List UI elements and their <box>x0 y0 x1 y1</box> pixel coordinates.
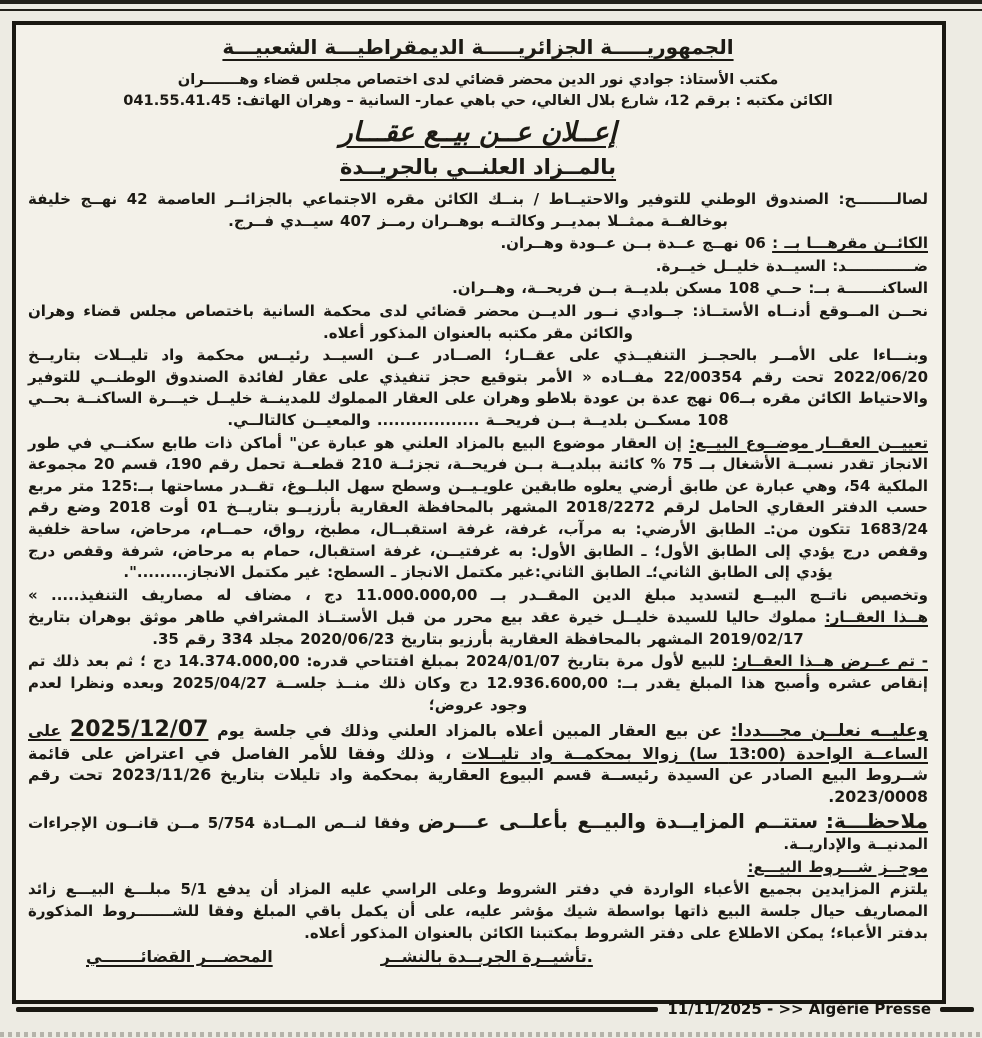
paragraph-terms-heading <box>28 857 928 879</box>
residence-label: الساكنـــــــة بــ: <box>808 279 928 298</box>
signature-bailiff: المحضـــر القضائـــــــي <box>86 947 273 967</box>
notice-title <box>28 117 928 148</box>
paragraph-headquarters <box>28 233 928 255</box>
debt-allocation-text: وتخصيص ناتــج البيــع لتسديد مبلغ الدين المقــدر بــ 11.000.000,00 دج ، مضاف له مصاريف التنفيذ..... » <box>28 585 928 604</box>
announcement-intro: عن بيع العقار المبين أعلاه بالمزاد العلني وذلك في جلسة يوم <box>217 721 722 741</box>
headquarters-label: الكائــن مقرهـــا بــ : <box>772 234 928 253</box>
auction-time-court: على الساعــة الواحدة (13:00 سا) زوالا بمحكمــة واد تليــلات <box>28 721 928 763</box>
notice-subtitle-text: بالمــزاد العلنــي بالجريــدة <box>339 155 617 179</box>
headquarters-text: 06 نهــج عــدة بــن عــودة وهــران. <box>500 234 766 253</box>
paragraph-property-designation <box>28 433 928 584</box>
auction-date: 2025/12/07 <box>69 717 209 743</box>
terms-summary-text: يلتزم المزايدين بجميع الأعباء الواردة في دفتر الشروط وعلى الراسي عليه المزاد أن يدفع 5/1 مبلـــغ البيـــع زائد المصاريف حيال جلسة البيع ذاتها بواسطة شيك مؤشر عليه، على أن يكمل باقي المبلغ وفقا للشـــــــروط المذكورة بدفتر الأعباء؛ يمكن الاطلاع على دفتر الشروط بمكتبنا الكائن بالعنوان المذكور أعلاه. <box>28 880 928 942</box>
notice-subtitle <box>28 155 928 179</box>
paragraph-debt-allocation <box>28 585 928 607</box>
signature-row <box>28 947 928 966</box>
note-legal-basis: وفقا لنــص المــادة 5/754 مــن قانــون الإجراءات المدنيــة والإداريــة. <box>28 813 928 854</box>
paragraph-beneficiary <box>28 189 928 232</box>
bailiff-label: نحــن المــوقع أدنــاه الأستــاذ: <box>692 301 928 320</box>
designation-label: تعييــن العقــار موضــوع البيــع: <box>689 433 928 452</box>
announcement-rest: ، وذلك وفقا للأمر الفاصل في اعتراض على قائمة شــروط البيع الصادر عن السيدة رئيســة قسم البيوع العقارية بمحكمة واد تليلات بتاريخ 2023/11/26 تحت رقم 2023/0008. <box>28 743 928 807</box>
republic-title <box>28 35 928 59</box>
terms-heading-label: موجــز شـــروط البيـــع: <box>747 857 928 876</box>
republic-title-text: الجمهوريـــــة الجزائريـــــة الديمقراطيـــة الشعبيـــة <box>222 35 734 59</box>
office-info <box>28 69 928 111</box>
offered-text: للبيع لأول مرة بتاريخ 2024/01/07 بمبلغ افتتاحي قدره: 14.374.000,00 دج ؛ ثم بعد ذلك تم إنقاص عشره وأصبح هذا المبلغ يقدر بــ: 12.936.600,00 دج وكان ذلك منــذ جلســة 2025/04/27 وبعده ونظرا لعدم وجود عروض؛ <box>28 652 928 714</box>
footer-rule-left <box>16 1007 658 1012</box>
against-label: ضـــــــــــــد: <box>832 256 928 275</box>
seizure-order-text: وبنـــاءا على الأمــر بالحجــز التنفيــذي على عقــار؛ الصــادر عــن السيــد رئيــس محكمة واد تليــلات بتاريــخ 2022/06/20 تحت رقم 22/00354 مفــاده « الأمر بتوقيع حجز تنفيذي على عقار لفائدة الصندوق الوطنــي للتوفير والاحتياط الكائن مقره بــ06 نهج عدة بن عودة بلاطو وهران على العقار المملوك للمدينــة خليــل خيـــرة الساكنــة بحــي 108 مسكــن بلديــة بــن فريحــة .................. والمعيــن كالتالــي. <box>28 346 928 429</box>
signature-press-visa: تأشيــرة الجريــدة بالنشــر. <box>380 947 593 967</box>
paragraph-against <box>28 256 928 278</box>
legal-notice-box <box>12 21 946 1004</box>
property-text: مملوك حاليا للسيدة خليــل خيرة عقد بيع محرر من قبل الأستــاذ المشرافي طاهر موثق بوهران بتاريخ 2019/02/17 المشهر بالمحافظة العقارية بأرزيو بتاريخ 2020/06/23 مجلد 334 رقم 35. <box>28 608 817 648</box>
bailiff-text: جــوادي نــور الديــن محضر قضائي لدى محكمة السانية باختصاص مجلس قضاء وهران والكائن مقر مكتبه بالعنوان المذكور أعلاه. <box>28 301 685 342</box>
paragraph-bailiff <box>28 301 928 344</box>
top-double-rule <box>0 0 982 11</box>
paragraph-residence <box>28 278 928 300</box>
property-label: هــذا العقــار: <box>824 608 928 627</box>
paragraph-property-ownership <box>28 607 928 650</box>
press-footer <box>16 1000 974 1018</box>
beneficiary-text: الصندوق الوطني للتوفير والاحتيــاط / بنــك الكائن مقره الاجتماعي بالجزائــر العاصمة 42 نهــج خليفة بوخالفــة ممثــلا بمديــر وكالتــه بوهــران رمــز 407 سيــدي فــرج. <box>28 190 829 230</box>
against-text: السيــدة خليــل خيــرة. <box>655 256 826 275</box>
paragraph-seizure-order <box>28 345 928 431</box>
paragraph-note <box>28 808 929 856</box>
footer-date-source: 11/11/2025 - >> Algérie Presse <box>667 1000 931 1018</box>
announcement-label: وعليــه نعلــن مجـــددا: <box>730 721 929 742</box>
designation-text: إن العقار موضوع البيع بالمزاد العلني هو عبارة عن" أماكن ذات طابع سكنــي في طور الانجاز تقدر نسبــة الأشغال بــ 75 % كائنة ببلديــة بــن فريحــة، تجزئــة 210 قطعــة تحمل رقم 190، قسم 20 مجموعة الملكية 54، وهي عبارة عن طابق أرضي يعلوه طابقين علويـيــن وسطح سهل البلــوغ، تقــدر مساحتها بــ:125 متر مربع حسب الدفتر العقاري الحامل لرقم 2018/2272 المشهر بالمحافظة العقارية بأرزيــو بتاريــخ 01 أوت 2018 وضع رقم 1683/24 تتكون من:ـ الطابق الأرضي: به مرآب، غرفة، غرفة استقبــال، مطبخ، رواق، حمــام، مرحاض، ساحة خلفية وقفص درج يؤدي إلى الطابق الأول؛ ـ الطابق الأول: به غرفتيــن، غرفة استقبال، حمام به مرحاض، شرفة وقفص درج يؤدي إلى الطابق الثاني؛ـ الطابق الثاني:غير مكتمل الانجاز ـ السطح: غير مكتمل الانجاز.........". <box>28 433 929 582</box>
note-highest-bid-text: ستتــم المزايــدة والبيــع بأعلــى عـــرض <box>417 809 819 833</box>
footer-rule-right <box>940 1007 974 1012</box>
office-address-line: الكائن مكتبه : برقم 12، شارع بلال الغالي، حي باهي عمار- السانية – وهران الهاتف: 041.55.41.45 <box>123 92 833 109</box>
note-label: ملاحظـــة: <box>825 808 929 833</box>
beneficiary-label: لصالــــــــح: <box>838 190 928 208</box>
residence-text: حــي 108 مسكن بلديــة بــن فريحــة، وهــران. <box>452 279 803 298</box>
bottom-scan-edge <box>0 1032 982 1037</box>
offered-label: - تم عــرض هــذا العقــار: <box>732 652 928 671</box>
notice-title-text: إعــلان عــن بيــع عقـــار <box>339 117 617 148</box>
office-name-line: مكتب الأستاذ: جوادي نور الدين محضر قضائي لدى اختصاص مجلس قضاء وهـــــــران <box>177 71 779 88</box>
paragraph-previous-offers <box>28 651 928 716</box>
paragraph-auction-announcement <box>28 719 928 807</box>
paragraph-terms-summary <box>28 879 928 944</box>
